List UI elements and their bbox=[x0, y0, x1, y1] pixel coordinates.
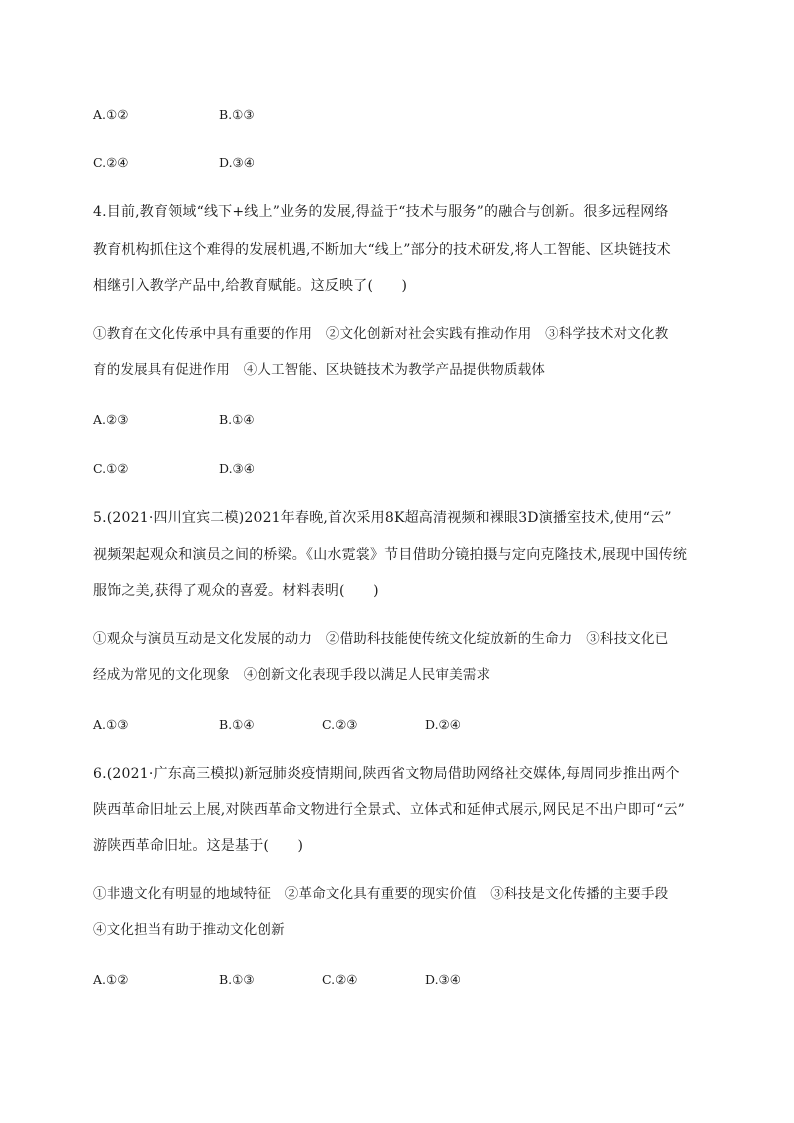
q4-stem-line-1: 4.目前,教育领域“线下+线上”业务的发展,得益于“技术与服务”的融合与创新。很多远程网络 bbox=[93, 204, 669, 220]
q5-stem-line-2: 视频架起观众和演员之间的桥梁。《山水霓裳》节目借助分镜拍摄与定向克隆技术,展现中国传统 bbox=[93, 547, 688, 563]
q5-stem-line-1: 5.(2021·四川宜宾二模)2021年春晚,首次采用8K超高清视频和裸眼3D演播室技术,使用“云” bbox=[93, 510, 672, 526]
q6-statement-line-1: ①非遗文化有明显的地域特征 ②革命文化具有重要的现实价值 ③科技是文化传播的主要手段 bbox=[93, 886, 669, 902]
q3-option-d: D.③④ bbox=[219, 155, 255, 170]
q4-statement-line-1: ①教育在文化传承中具有重要的作用 ②文化创新对社会实践有推动作用 ③科学技术对文化教 bbox=[93, 326, 669, 342]
q5-statement-line-1: ①观众与演员互动是文化发展的动力 ②借助科技能使传统文化绽放新的生命力 ③科技文化已 bbox=[93, 631, 669, 647]
q5-option-b: B.①④ bbox=[219, 717, 255, 732]
q3-option-a: A.①② bbox=[93, 107, 129, 122]
q5-option-d: D.②④ bbox=[425, 717, 461, 732]
q4-statement-line-2: 育的发展具有促进作用 ④人工智能、区块链技术为教学产品提供物质载体 bbox=[93, 362, 546, 378]
q4-stem-line-3: 相继引入教学产品中,给教育赋能。这反映了( ) bbox=[93, 278, 408, 294]
q6-statement-line-2: ④文化担当有助于推动文化创新 bbox=[93, 922, 285, 938]
q5-option-a: A.①③ bbox=[93, 717, 129, 732]
q4-option-d: D.③④ bbox=[219, 461, 255, 476]
q6-option-a: A.①② bbox=[93, 972, 129, 987]
q6-option-c: C.②④ bbox=[322, 972, 358, 987]
q4-option-b: B.①④ bbox=[219, 412, 255, 427]
q3-option-b: B.①③ bbox=[219, 107, 255, 122]
q3-option-c: C.②④ bbox=[93, 155, 129, 170]
q6-stem-line-3: 游陕西革命旧址。这是基于( ) bbox=[93, 838, 304, 854]
q5-stem-line-3: 服饰之美,获得了观众的喜爱。材料表明( ) bbox=[93, 583, 379, 599]
q4-option-c: C.①② bbox=[93, 461, 129, 476]
q6-stem-line-1: 6.(2021·广东高三模拟)新冠肺炎疫情期间,陕西省文物局借助网络社交媒体,每周同步推出两个 bbox=[93, 766, 680, 782]
q4-stem-line-2: 教育机构抓住这个难得的发展机遇,不断加大“线上”部分的技术研发,将人工智能、区块链技术 bbox=[93, 242, 671, 258]
q5-statement-line-2: 经成为常见的文化现象 ④创新文化表现手段以满足人民审美需求 bbox=[93, 667, 491, 683]
q5-option-c: C.②③ bbox=[322, 717, 358, 732]
q6-option-d: D.③④ bbox=[425, 972, 461, 987]
q6-stem-line-2: 陕西革命旧址云上展,对陕西革命文物进行全景式、立体式和延伸式展示,网民足不出户即可“云” bbox=[93, 802, 686, 818]
q6-option-b: B.①③ bbox=[219, 972, 255, 987]
q4-option-a: A.②③ bbox=[93, 412, 129, 427]
